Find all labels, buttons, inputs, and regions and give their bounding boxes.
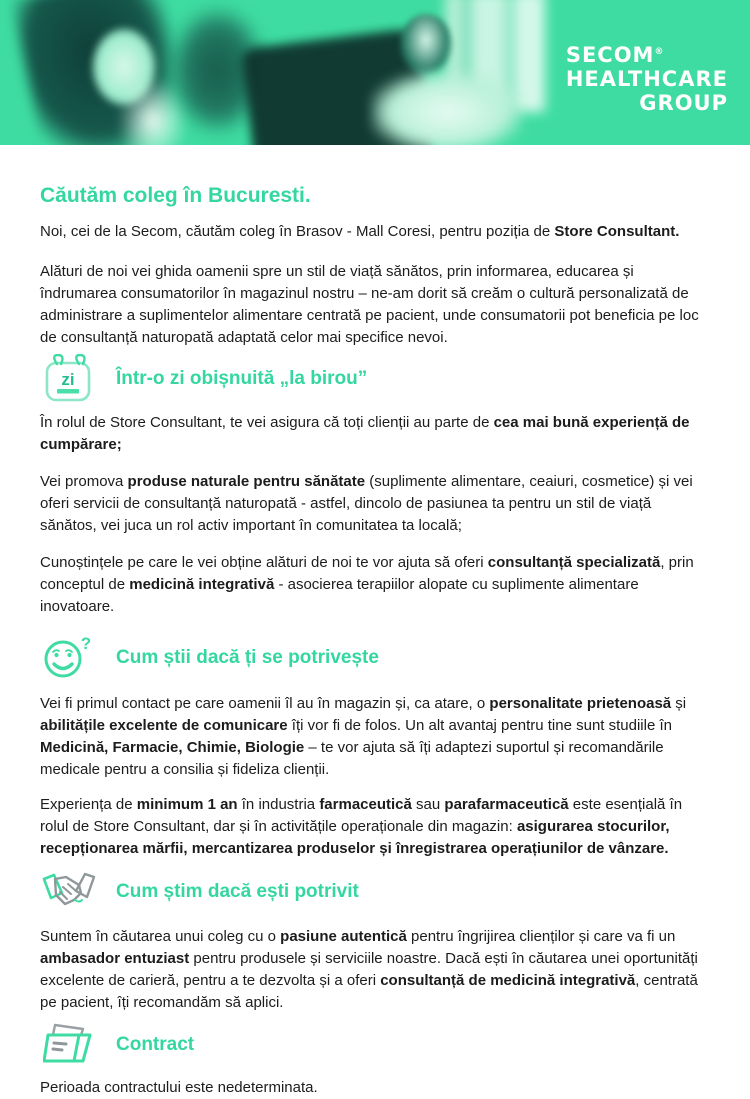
contract-document-icon: [40, 1020, 98, 1070]
intro-paragraph-2: Alături de noi vei ghida oamenii spre un stil de viață sănătos, prin informarea, educarea și îndrumarea consumatorilor în magazinul nostru – ne-am dorit să creăm o cultură personalizată de administrare a suplimentelor alimentare centrată pe pacient, unde consumatorii pot beneficia pe loc de consultanță naturopată adaptată celor mai specifice nevoi.: [40, 263, 699, 346]
secom-healthcare-group-logo: [566, 40, 728, 115]
header-photo-banner: [0, 0, 750, 145]
section-fit-for-you: [40, 633, 710, 683]
section-how-we-know: [40, 867, 710, 917]
intro-paragraph-1: Noi, cei de la Secom, căutăm coleg în Brasov - Mall Coresi, pentru poziția de Store Consultant.: [40, 223, 680, 240]
section2-paragraph-1: Vei fi primul contact pe care oamenii îl au în magazin și, ca atare, o personalitate prietenoasă și abilitățile excelente de comunicare îți vor fi de folos. Un alt avantaj pentru tine sunt studiile în Medicină, Farmacie, Chimie, Biologie – te vor ajuta să îți adaptezi suportul și recomandările medicale pentru a consilia și fideliza clienții.: [40, 695, 687, 778]
section-heading: Cum știi dacă ți se potrivește: [116, 647, 379, 668]
contract-period-text: Perioada contractului este nedeterminata.: [40, 1079, 318, 1096]
calendar-day-icon: [40, 354, 98, 404]
logo-line-group: GROUP: [639, 91, 728, 115]
section3-paragraph-1: Suntem în căutarea unui coleg cu o pasiune autentică pentru îngrijirea clienților și care va fi un ambasador entuziast pentru produsele și serviciile noastre. Dacă ești în căutarea unei oportunități excelente de carieră, pentru a te dezvolta și a oferi consultanță de medicină integrativă, centrată pe pacient, îți recomandăm să aplici.: [40, 928, 698, 1011]
photo-man-shirt: [372, 72, 522, 145]
section-heading: Contract: [116, 1034, 195, 1055]
page-title: Căutăm coleg în Bucuresti.: [40, 184, 311, 207]
logo-line-healthcare: HEALTHCARE: [565, 67, 728, 91]
section1-paragraph-2: Vei promova produse naturale pentru sănătate (suplimente alimentare, ceaiuri, cosmetice) și vei oferi servicii de consultanță naturopată - astfel, dincolo de pasiunea ta pentru un stil de viață sănătos, vei juca un rol activ important în comunitatea ta locală;: [40, 473, 693, 534]
registered-trademark-symbol: ®: [654, 47, 664, 57]
handshake-icon: [40, 867, 98, 917]
logo-line-secom: SECOM®: [565, 43, 664, 67]
section-heading: Într-o zi obișnuită „la birou”: [116, 368, 368, 389]
smiley-question-icon: [40, 633, 98, 683]
section-day-at-office: [40, 354, 710, 404]
svg-text:?: ?: [80, 635, 92, 653]
section-contract: [40, 1020, 710, 1070]
photo-man-face: [400, 14, 452, 76]
section1-paragraph-3: Cunoștințele pe care le vei obține alături de noi te vor ajuta să oferi consultanță specializată, prin conceptul de medicină integrativă - asocierea terapiilor alopate cu suplimente alimentare inovatoare.: [40, 554, 694, 615]
svg-text:zi: zi: [61, 370, 75, 389]
section1-paragraph-1: În rolul de Store Consultant, te vei asigura că toți clienții au parte de cea mai bună experiență de cumpărare;: [40, 414, 690, 453]
section2-paragraph-2: Experiența de minimum 1 an în industria farmaceutică sau parafarmaceutică este esențială în rolul de Store Consultant, dar și în activitățile operaționale din magazin: asigurarea stocurilor, recepționarea mărfii, mercantizarea produselor și înregistrarea operațiunilor de vânzare.: [40, 796, 683, 857]
job-posting-body: [0, 183, 750, 1099]
section-heading: Cum știm dacă ești potrivit: [116, 881, 359, 902]
